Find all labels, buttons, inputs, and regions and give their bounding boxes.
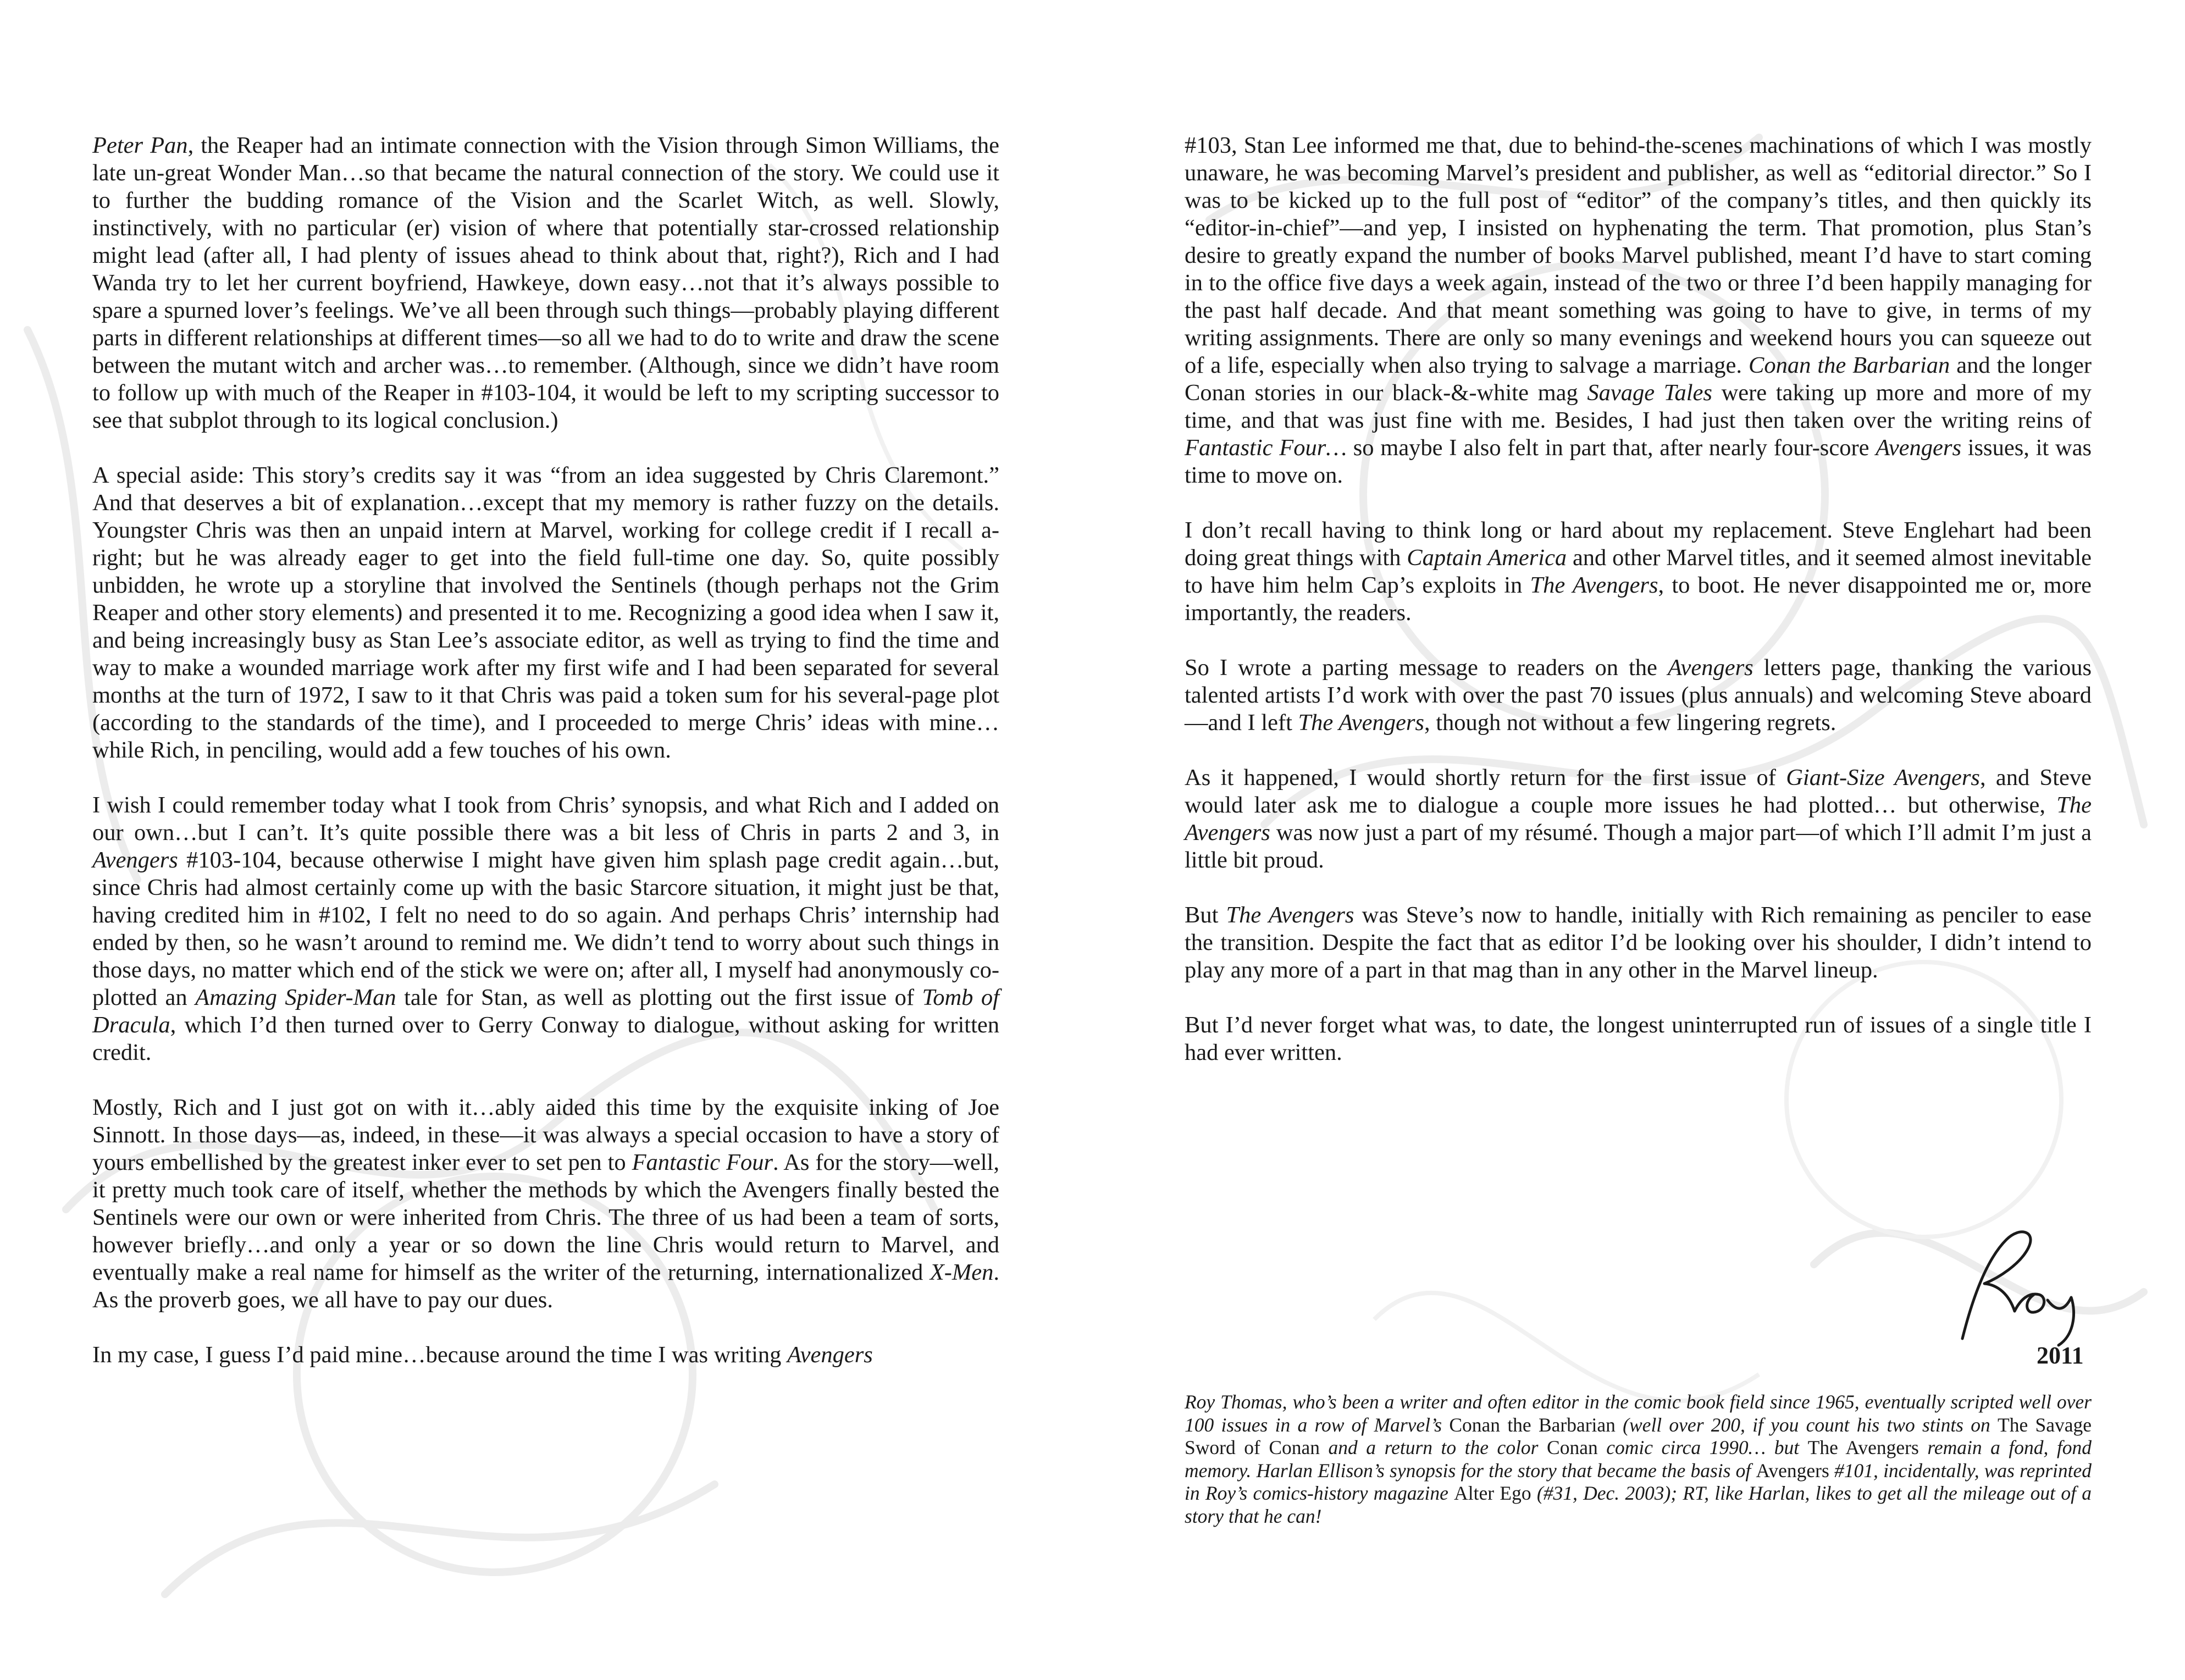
- book-title: Giant-Size Avengers: [1786, 765, 1980, 791]
- book-title: Captain America: [1407, 545, 1567, 571]
- paragraph: I don’t recall having to think long or hard about my replacement. Steve Englehart had been doing great things with Captain America and other Marvel titles, and it seemed almost inevitable to have him helm Cap’s exploits in The Avengers, to boot. He never disappointed me or, more importantly, the readers.: [1185, 517, 2092, 626]
- paragraph: Peter Pan, the Reaper had an intimate connection with the Vision through Simon Williams, the late un-great Wonder Man…so that became the natural connection of the story. We could use it to further the budding romance of the Vision and the Scarlet Witch, as well. Slowly, instinctively, with no particular (er) vision of where that potentially star-crossed relationship might lead (after all, I had plenty of issues ahead to think about that, right?), Rich and I had Wanda try to let her current boyfriend, Hawkeye, down easy…not that it’s always possible to spare a spurned lover’s feelings. We’ve all been through such things—probably playing different parts in different relationships at different times—so all we had to do to write and draw the scene between the mutant witch and archer was…to remember. (Although, since we didn’t have room to follow up with much of the Reaper in #103-104, it would be left to my scripting successor to see that subplot through to its logical conclusion.): [92, 132, 999, 433]
- book-title: Fantastic Four: [632, 1150, 773, 1175]
- signature-year: 2011: [2037, 1342, 2084, 1369]
- paragraph: But I’d never forget what was, to date, the longest uninterrupted run of issues of a single title I had ever written.: [1185, 1012, 2092, 1065]
- paragraph: I wish I could remember today what I took from Chris’ synopsis, and what Rich and I added on our own…but I can’t. It’s quite possible there was a bit less of Chris in parts 2 and 3, in Avengers #103-104, because otherwise I might have given him splash page credit again…but, since Chris had almost certainly come up with the basic Starcore situation, it might just be that, having credited him in #102, I felt no need to do so again. And perhaps Chris’ internship had ended by then, so he wasn’t around to remind me. We didn’t tend to worry about such things in those days, no matter which end of the stick we were on; after all, I myself had anonymously co-plotted an Amazing Spider-Man tale for Stan, as well as plotting out the first issue of Tomb of Dracula, which I’d then turned over to Gerry Conway to dialogue, without asking for written credit.: [92, 792, 999, 1065]
- book-title: The Avengers: [1530, 572, 1658, 598]
- book-title: Tomb of Dracula: [92, 985, 999, 1038]
- book-title: Alter Ego: [1454, 1482, 1531, 1504]
- book-title: Conan: [1547, 1436, 1598, 1458]
- book-title: The Avengers: [1807, 1436, 1919, 1458]
- left-text-column: [92, 132, 999, 1369]
- book-title: The Savage Sword of Conan: [1185, 1413, 2092, 1458]
- book-title: The Avengers: [1226, 902, 1354, 928]
- paragraph: As it happened, I would shortly return for the first issue of Giant-Size Avengers, and Steve would later ask me to dialogue a couple more issues he had plotted… but otherwise, The Avengers was now just a part of my résumé. Though a major part—of which I’ll admit I’m just a little bit proud.: [1185, 765, 2092, 873]
- book-title: Amazing Spider-Man: [195, 985, 396, 1010]
- right-text-column: [1185, 132, 2092, 1066]
- book-title: Conan the Barbarian: [1449, 1413, 1616, 1436]
- book-title: Conan the Barbarian: [1748, 352, 1950, 378]
- author-bio: Roy Thomas, who’s been a writer and often editor in the comic book field since 1965, eventually scripted well over 100 issues in a row of Marvel’s Conan the Barbarian (well over 200, if you count his two stints on The Savage Sword of Conan and a return to the color Conan comic circa 1990… but The Avengers remain a fond, fond memory. Harlan Ellison’s synopsis for the story that became the basis of Avengers #101, incidentally, was reprinted in Roy’s comics-history magazine Alter Ego (#31, Dec. 2003); RT, like Harlan, likes to get all the mileage out of a story that he can!: [1185, 1391, 2092, 1527]
- book-title: Avengers: [787, 1342, 873, 1368]
- book-title: Peter Pan: [92, 132, 188, 158]
- paragraph: But The Avengers was Steve’s now to handle, initially with Rich remaining as penciler to ease the transition. Despite the fact that as editor I’d be looking over his shoulder, I didn’t intend to play any more of a part in that mag than in any other in the Marvel lineup.: [1185, 902, 2092, 983]
- book-title: Avengers: [1876, 435, 1961, 461]
- book-title: The Avengers: [1185, 792, 2092, 845]
- book-title: Savage Tales: [1587, 380, 1712, 406]
- book-title: Avengers: [1667, 655, 1753, 681]
- book-title: Avengers: [1756, 1459, 1829, 1482]
- paragraph: #103, Stan Lee informed me that, due to behind-the-scenes machinations of which I was mostly unaware, he was becoming Marvel’s president and publisher, as well as “editorial director.” So I was to be kicked up to the full post of “editor” of the company’s titles, and then quickly its “editor-in-chief”—and yep, I insisted on hyphenating the term. That promotion, plus Stan’s desire to greatly expand the number of books Marvel published, meant I’d have to start coming in to the office five days a week again, instead of the two or three I’d been happily managing for the past half decade. And that meant something was going to have to give, in terms of my writing assignments. There are only so many evenings and weekend hours you can squeeze out of a life, especially when also trying to salvage a marriage. Conan the Barbarian and the longer Conan stories in our black-&-white mag Savage Tales were taking up more and more of my time, and that was just fine with me. Besides, I had just then taken over the writing reins of Fantastic Four… so maybe I also felt in part that, after nearly four-score Avengers issues, it was time to move on.: [1185, 132, 2092, 488]
- book-title: X-Men: [930, 1259, 994, 1285]
- book-title: The Avengers: [1298, 710, 1424, 736]
- book-title: Fantastic Four…: [1185, 435, 1347, 461]
- paragraph: In my case, I guess I’d paid mine…because around the time I was writing Avengers: [92, 1342, 873, 1368]
- roy-signature-icon: [1946, 1218, 2100, 1350]
- paragraph: So I wrote a parting message to readers on the Avengers letters page, thanking the various talented artists I’d work with over the past 70 issues (plus annuals) and welcoming Steve aboard—and I left The Avengers, though not without a few lingering regrets.: [1185, 655, 2092, 736]
- paragraph: Mostly, Rich and I just got on with it…ably aided this time by the exquisite inking of Joe Sinnott. In those days—as, indeed, in these—it was always a special occasion to have a story of yours embellished by the greatest inker ever to set pen to Fantastic Four. As for the story—well, it pretty much took care of itself, whether the methods by which the Avengers finally bested the Sentinels were our own or were inherited from Chris. The three of us had been a team of sorts, however briefly…and only a year or so down the line Chris would return to Marvel, and eventually make a real name for himself as the writer of the returning, internationalized X-Men. As the proverb goes, we all have to pay our dues.: [92, 1095, 999, 1313]
- book-title: Avengers: [92, 847, 178, 873]
- paragraph: A special aside: This story’s credits say it was “from an idea suggested by Chris Claremont.” And that deserves a bit of explanation…except that my memory is rather fuzzy on the details. Youngster Chris was then an unpaid intern at Marvel, working for college credit if I recall a-right; but he was already eager to get into the field full-time one day. So, quite possibly unbidden, he wrote up a storyline that involved the Sentinels (though perhaps not the Grim Reaper and other story elements) and presented it to me. Recognizing a good idea when I saw it, and being increasingly busy as Stan Lee’s associate editor, as well as trying to find the time and way to make a wounded marriage work after my first wife and I had been separated for several months at the turn of 1972, I saw to it that Chris was paid a token sum for his several-page plot (according to the standards of the time), and I proceeded to merge Chris’ ideas with mine…while Rich, in penciling, would add a few touches of his own.: [92, 462, 999, 763]
